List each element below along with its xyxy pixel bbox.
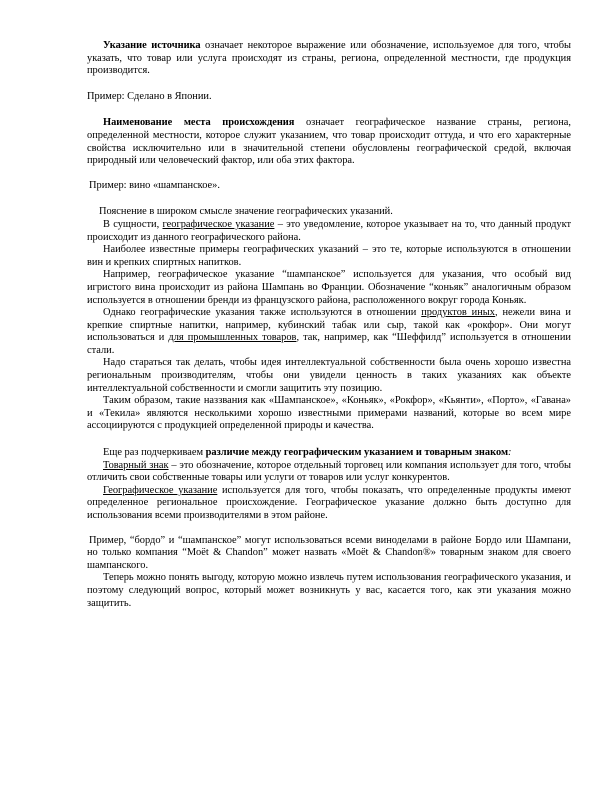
source-indication-text: означает некоторое выражение или обозначение, используемое для того, чтобы указать, что товар или услуга происходят из страны, региона, определенной местности, где продукция производится. (87, 40, 571, 77)
trademark-text: – это обозначение, которое отдельный торговец или компания использует для того, чтобы отличить свои собственные товары или услуги от товаров или услуг конкурентов. (87, 459, 571, 484)
gi-definition-text: используется для того, чтобы показать, что определенные продукты имеют определенное региональное происхождение. Географическое указание должно быть доступно для использования всеми производителями в этом районе. (87, 484, 571, 521)
document-page (87, 40, 571, 610)
awareness-paragraph: Надо стараться так делать, чтобы идея интеллектуальной собственности была очень хорошо известна региональным производителям, чтобы они увидели ценность в таких указаниях как объекте интеллектуальной собственности и смогли защитить эту позицию. (87, 357, 571, 394)
gi-definition-link[interactable]: Географическое указание (103, 484, 218, 496)
source-indication-term: Указание источника (103, 40, 201, 51)
bordeaux-paragraph: Пример, “бордо” и “шампанское” могут использоваться всеми виноделами в районе Бордо или Шампани, но только компания “Moёt & Chandon” может назвать «Moёt & Chandon®» товарным знаком для своего шампанского. (87, 534, 571, 571)
emphasis-bold: различие между географическим указанием и товарным знаком (205, 447, 509, 459)
essence-start: В сущности, (103, 218, 163, 230)
example-japan: Пример: Сделано в Японии. (87, 90, 212, 102)
best-known-paragraph: Наиболее известные примеры географических указаний – это те, которые используются в отношении вин и крепких спиртных напитков. (87, 244, 571, 268)
gi-link[interactable]: географическое указание (162, 218, 275, 230)
other-products-paragraph (87, 307, 571, 357)
appellation-text: означает географическое название страны, региона, определенной местности, которое служит указанием, что товар происходит оттуда, и что его характерные свойства исключительно или в значительной степени обусловлены географической средой, включая природный или человеческий фактор, или оба этих фактора. (87, 117, 571, 167)
essence-end: – это уведомление, которое указывает на то, что данный продукт происходит из данного географического района. (87, 218, 572, 243)
champagne-paragraph: Например, географическое указание “шампанское” используется для указания, что особый вид игристого вина происходит из района Шампань во Франции. Обозначение “коньяк” аналогичным образом используется в отношении бренди из французского района, расположенного вокруг города Коньяк. (87, 269, 571, 306)
other-products-p2: , нежели вина и крепкие спиртные напитки, например, кубинский табак или сыр, такой как «рокфор». Они могут использоваться и (87, 307, 571, 344)
appellation-paragraph (87, 117, 571, 167)
trademark-link[interactable]: Товарный знак (103, 459, 169, 471)
appellation-term: Наименование места происхождения (103, 117, 295, 129)
names-list-paragraph: Таким образом, такие наззвания как «Шампанское», «Коньяк», «Рокфор», «Кьянти», «Порто», «Гавана» и «Текила» являются несколькими хорошо известными примерами названий, которые во всем мире ассоциируются с продукцией определенной природы и качества. (87, 395, 571, 432)
emphasis-colon: : (508, 447, 512, 459)
broad-sense-line: Пояснение в широком смысле значение географических указаний. (99, 206, 393, 218)
trademark-paragraph (87, 460, 571, 485)
other-products-link[interactable]: продуктов иных (421, 307, 495, 319)
other-products-p1: Однако географические указания также используются в отношении (103, 307, 422, 319)
other-products-p3: , так, например, как “Шеффилд” используется в отношении стали. (87, 332, 571, 356)
gi-definition-paragraph (87, 485, 571, 523)
conclusion-paragraph: Теперь можно понять выгоду, которую можно извлечь путем использования географического указания, и поэтому следующий вопрос, который может возникнуть у вас, касается того, как эти указания можно защитить. (87, 572, 571, 609)
source-indication-paragraph (87, 40, 571, 78)
industrial-goods-link[interactable]: для промышленных товаров (168, 332, 297, 344)
emphasis-paragraph (87, 447, 571, 460)
example-champagne: Пример: вино «шампанское». (89, 179, 220, 191)
emphasis-start: Еще раз подчеркиваем (103, 447, 206, 459)
essence-paragraph (87, 219, 571, 244)
